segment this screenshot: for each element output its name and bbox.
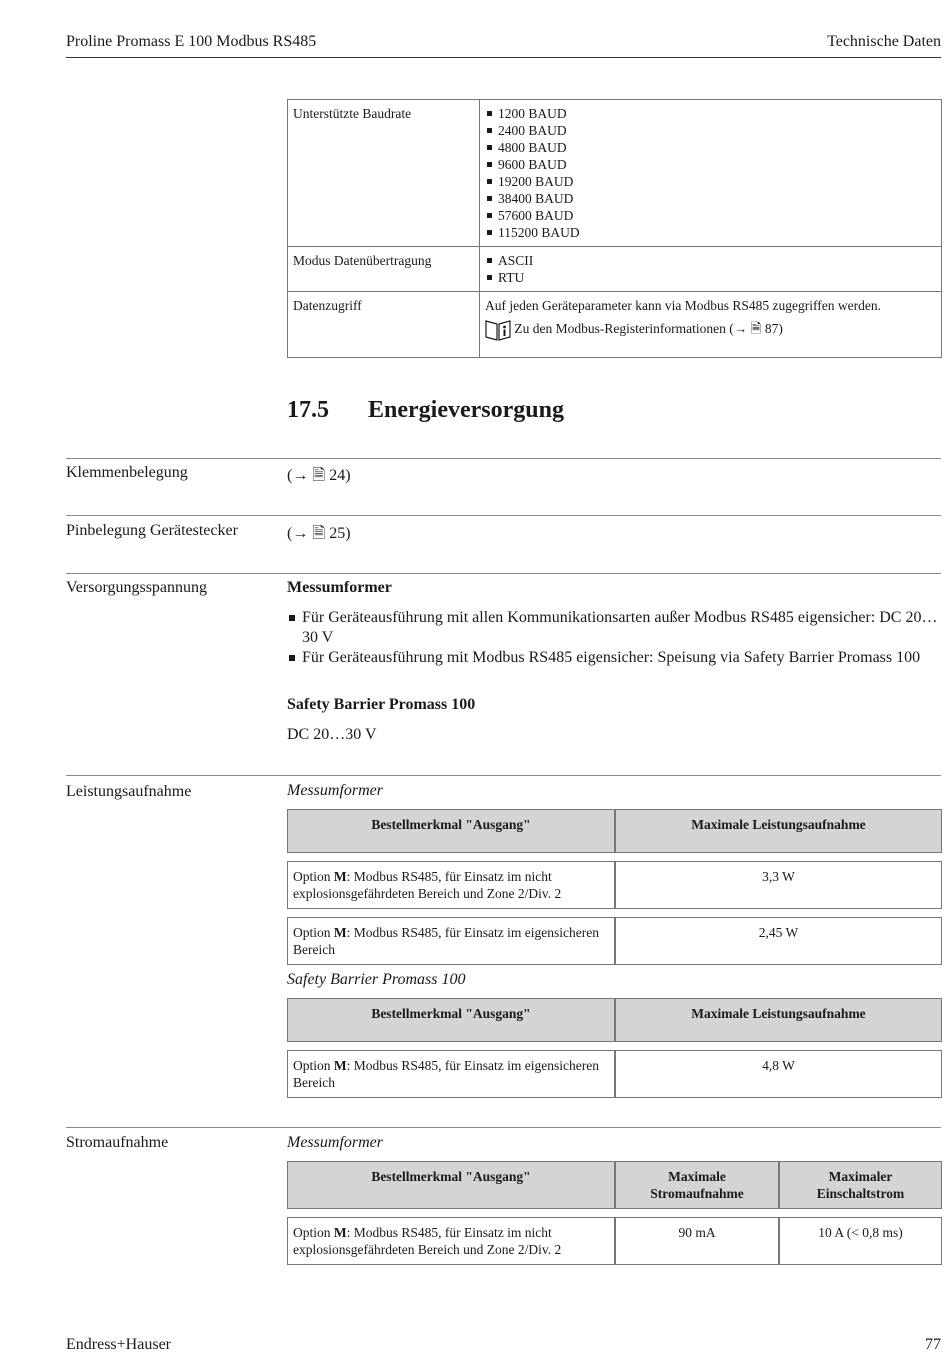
table-row: [287, 861, 942, 909]
column-header: Bestellmerkmal "Ausgang": [287, 998, 615, 1042]
transfer-mode-values: [480, 247, 942, 292]
table-row: [288, 100, 942, 247]
header-document-title: Proline Promass E 100 Modbus RS485: [66, 33, 317, 50]
section-number: 17.5: [287, 397, 329, 423]
section-rule: [66, 1127, 941, 1128]
klemmenbelegung-ref[interactable]: [287, 464, 351, 491]
inrush-current-value: 10 A (< 0,8 ms): [779, 1217, 942, 1265]
current-value: 90 mA: [615, 1217, 779, 1265]
row-label: Datenzugriff: [288, 292, 480, 358]
table-row: [288, 292, 942, 358]
order-option-cell: Option M: Modbus RS485, für Einsatz im eigensicheren Bereich: [287, 1050, 615, 1098]
section-rule: [66, 515, 941, 516]
section-heading: Energieversorgung: [368, 397, 564, 423]
table-row: [287, 1050, 942, 1098]
list-item: 1200 BAUD: [485, 105, 936, 122]
row-label: Modus Datenübertragung: [288, 247, 480, 292]
data-access-text: Auf jeden Geräteparameter kann via Modbus RS485 zugegriffen werden.: [485, 298, 881, 313]
book-info-icon: [485, 318, 511, 342]
list-item: 19200 BAUD: [485, 173, 936, 190]
list-item: RTU: [485, 269, 936, 286]
list-item: Für Geräteausführung mit allen Kommunikationsarten außer Modbus RS485 eigensicher: DC 20…30 V: [287, 608, 942, 648]
column-header: Bestellmerkmal "Ausgang": [287, 1161, 615, 1209]
table-header-row: [287, 1161, 942, 1209]
section-rule: [66, 458, 941, 459]
messumformer-subheading: Messumformer: [287, 782, 383, 799]
page-ref-icon: 🗎: [312, 525, 326, 542]
order-option-cell: Option M: Modbus RS485, für Einsatz im eigensicheren Bereich: [287, 917, 615, 965]
section-rule: [66, 573, 941, 574]
list-item: ASCII: [485, 252, 936, 269]
safety-barrier-voltage: DC 20…30 V: [287, 726, 377, 743]
column-header: Maximale Leistungsaufnahme: [615, 998, 942, 1042]
data-access-cell: [480, 292, 942, 358]
power-consumption-table: [287, 809, 942, 965]
page-ref-icon: 🗎: [750, 321, 762, 337]
klemmenbelegung-label: Klemmenbelegung: [66, 464, 188, 481]
safety-barrier-power-table: [287, 998, 942, 1098]
order-option-cell: Option M: Modbus RS485, für Einsatz im nicht explosionsgefährdeten Bereich und Zone 2/Div. 2: [287, 1217, 615, 1265]
register-info-page: 87): [764, 321, 783, 337]
current-consumption-table: [287, 1161, 942, 1265]
section-rule: [66, 775, 941, 776]
stromaufnahme-label: Stromaufnahme: [66, 1134, 169, 1151]
ref-page: 25): [329, 525, 351, 542]
list-item: 2400 BAUD: [485, 122, 936, 139]
pinbelegung-label: Pinbelegung Gerätestecker: [66, 522, 238, 539]
column-header: Maximaler Einschaltstrom: [779, 1161, 942, 1209]
page-number: 77: [925, 1336, 941, 1353]
column-header: Maximale Stromaufnahme: [615, 1161, 779, 1209]
column-header: Bestellmerkmal "Ausgang": [287, 809, 615, 853]
footer-brand: Endress+Hauser: [66, 1336, 171, 1353]
list-item: Für Geräteausführung mit Modbus RS485 eigensicher: Speisung via Safety Barrier Promass 100: [287, 648, 942, 668]
ref-prefix: (→: [287, 525, 313, 542]
power-value: 2,45 W: [615, 917, 942, 965]
leistungsaufnahme-label: Leistungsaufnahme: [66, 783, 192, 800]
supply-voltage-list: [287, 608, 942, 668]
header-rule: [66, 57, 941, 58]
header-chapter-title: Technische Daten: [827, 33, 941, 50]
ref-page: 24): [329, 467, 351, 484]
messumformer-heading: Messumformer: [287, 579, 392, 596]
table-row: [287, 1217, 942, 1265]
list-item: 57600 BAUD: [485, 207, 936, 224]
pinbelegung-ref[interactable]: [287, 522, 351, 549]
versorgungsspannung-label: Versorgungsspannung: [66, 579, 208, 596]
list-item: 4800 BAUD: [485, 139, 936, 156]
communication-table: [287, 99, 942, 358]
register-info-note: [485, 318, 936, 342]
power-value: 3,3 W: [615, 861, 942, 909]
list-item: 38400 BAUD: [485, 190, 936, 207]
list-item: 115200 BAUD: [485, 224, 936, 241]
register-info-link[interactable]: Zu den Modbus-Registerinformationen (→: [514, 321, 751, 337]
table-row: [288, 247, 942, 292]
safety-barrier-heading: Safety Barrier Promass 100: [287, 696, 476, 713]
column-header: Maximale Leistungsaufnahme: [615, 809, 942, 853]
order-option-cell: Option M: Modbus RS485, für Einsatz im nicht explosionsgefährdeten Bereich und Zone 2/Div. 2: [287, 861, 615, 909]
messumformer-subheading: Messumformer: [287, 1134, 383, 1151]
ref-prefix: (→: [287, 467, 313, 484]
baudrate-values: [480, 100, 942, 247]
safety-barrier-subheading: Safety Barrier Promass 100: [287, 971, 466, 988]
section-title: [287, 397, 564, 424]
row-label: Unterstützte Baudrate: [288, 100, 480, 247]
table-row: [287, 917, 942, 965]
page-ref-icon: 🗎: [312, 467, 326, 484]
table-header-row: [287, 998, 942, 1042]
list-item: 9600 BAUD: [485, 156, 936, 173]
table-header-row: [287, 809, 942, 853]
power-value: 4,8 W: [615, 1050, 942, 1098]
